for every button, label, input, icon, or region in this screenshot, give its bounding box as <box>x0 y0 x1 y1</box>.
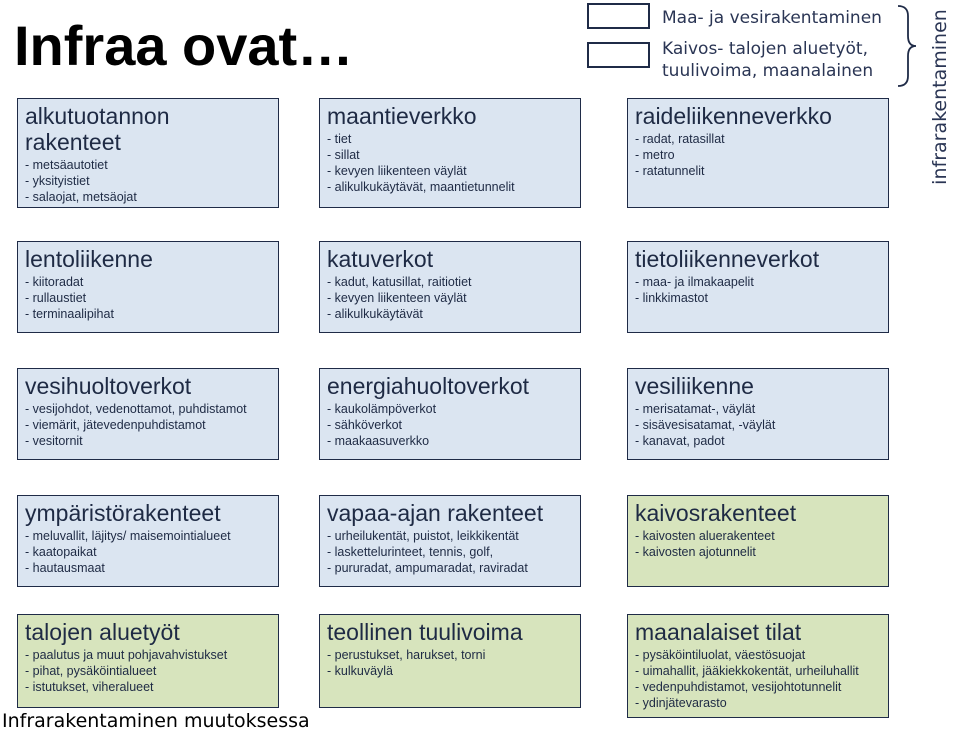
footer-caption: Infrarakentaminen muutoksessa <box>2 710 310 732</box>
box-item: - vesijohdot, vedenottamot, puhdistamot <box>25 402 247 416</box>
box-item: - kadut, katusillat, raitiotiet <box>327 275 472 289</box>
box-item: - linkkimastot <box>635 291 708 305</box>
box-item: - maakaasuverkko <box>327 434 430 448</box>
brace-label-text: infrarakentaminen <box>929 9 951 185</box>
box-item: - sillat <box>327 148 360 162</box>
box-item: - paalutus ja muut pohjavahvistukset <box>25 648 228 662</box>
box-title: raideliikenneverkko <box>635 103 832 129</box>
box-item: - kaatopaikat <box>25 545 97 559</box>
box-item: - metsäautotiet <box>25 158 108 172</box>
box-item: - kaukolämpöverkot <box>327 402 437 416</box>
box-vesiliikenne <box>627 368 889 460</box>
box-title: alkutuotannon rakenteet <box>25 103 170 155</box>
box-item: - pysäköintiluolat, väestösuojat <box>635 648 806 662</box>
box-item: - hautausmaat <box>25 561 105 575</box>
box-item: - yksityistiet <box>25 174 90 188</box>
box-item: - urheilukentät, puistot, leikkikentät <box>327 529 519 543</box>
box-item: - uimahallit, jääkiekkokentät, urheiluhallit <box>635 664 859 678</box>
box-item: - metro <box>635 148 675 162</box>
box-maanalaiset-tilat <box>627 614 889 718</box>
box-maantieverkko <box>319 98 581 208</box>
box-item: - viemärit, jätevedenpuhdistamot <box>25 418 206 432</box>
box-title: vesiliikenne <box>635 373 754 399</box>
box-item: - kaivosten aluerakenteet <box>635 529 775 543</box>
box-item: - meluvallit, läjitys/ maisemointialueet <box>25 529 231 543</box>
page-title: Infraa ovat… <box>14 14 354 77</box>
box-alkutuotannon-rakenteet <box>17 98 279 208</box>
box-vesihuoltoverkot <box>17 368 279 460</box>
box-kaivosrakenteet <box>627 495 889 587</box>
box-tietoliikenneverkot <box>627 241 889 333</box>
legend-swatch-green <box>587 42 650 68</box>
box-title: ympäristörakenteet <box>25 500 221 526</box>
box-item: - kanavat, padot <box>635 434 725 448</box>
box-title: maantieverkko <box>327 103 477 129</box>
box-item: - sähköverkot <box>327 418 403 432</box>
box-item: - kevyen liikenteen väylät <box>327 291 467 305</box>
box-item: - perustukset, harukset, torni <box>327 648 486 662</box>
box-item: - istutukset, viheralueet <box>25 680 154 694</box>
box-item: - vesitornit <box>25 434 83 448</box>
box-item: - rullaustiet <box>25 291 87 305</box>
box-item: - maa- ja ilmakaapelit <box>635 275 754 289</box>
box-title: lentoliikenne <box>25 246 153 272</box>
box-energiahuoltoverkot <box>319 368 581 460</box>
box-item: - alikulkukäytävät <box>327 307 423 321</box>
box-title: teollinen tuulivoima <box>327 619 523 645</box>
box-title: vesihuoltoverkot <box>25 373 192 399</box>
box-item: - pihat, pysäköintialueet <box>25 664 157 678</box>
box-title: energiahuoltoverkot <box>327 373 530 399</box>
box-item: - merisatamat-, väylät <box>635 402 756 416</box>
box-item: - kiitoradat <box>25 275 84 289</box>
box-item: - vedenpuhdistamot, vesijohtotunnelit <box>635 680 842 694</box>
box-raideliikenneverkko <box>627 98 889 208</box>
box-item: - alikulkukäytävät, maantietunnelit <box>327 180 515 194</box>
box-talojen-aluetyöt <box>17 614 279 708</box>
box-item: - kaivosten ajotunnelit <box>635 545 756 559</box>
box-katuverkot <box>319 241 581 333</box>
legend-label-blue: Maa- ja vesirakentaminen <box>662 8 882 28</box>
brace-icon <box>896 4 918 88</box>
box-item: - tiet <box>327 132 352 146</box>
box-item: - ratatunnelit <box>635 164 705 178</box>
box-item: - kulkuväylä <box>327 664 393 678</box>
box-ympäristörakenteet <box>17 495 279 587</box>
legend-label-green: Kaivos- talojen aluetyöt, tuulivoima, maanalainen <box>662 39 874 81</box>
box-item: - laskettelurinteet, tennis, golf, <box>327 545 494 559</box>
box-item: - terminaalipihat <box>25 307 114 321</box>
box-teollinen-tuulivoima <box>319 614 581 708</box>
box-item: - ydinjätevarasto <box>635 696 727 710</box>
box-item: - sisävesisatamat, -väylät <box>635 418 776 432</box>
box-title: talojen aluetyöt <box>25 619 180 645</box>
box-item: - salaojat, metsäojat <box>25 190 137 204</box>
legend-swatch-blue <box>587 3 650 29</box>
box-title: katuverkot <box>327 246 434 272</box>
box-title: tietoliikenneverkot <box>635 246 820 272</box>
box-item: - kevyen liikenteen väylät <box>327 164 467 178</box>
box-title: kaivosrakenteet <box>635 500 797 526</box>
box-item: - radat, ratasillat <box>635 132 725 146</box>
box-vapaa-ajan-rakenteet <box>319 495 581 587</box>
box-lentoliikenne <box>17 241 279 333</box>
brace-label-infrarakentaminen <box>922 2 958 192</box>
box-title: vapaa-ajan rakenteet <box>327 500 544 526</box>
box-title: maanalaiset tilat <box>635 619 802 645</box>
box-item: - pururadat, ampumaradat, raviradat <box>327 561 528 575</box>
